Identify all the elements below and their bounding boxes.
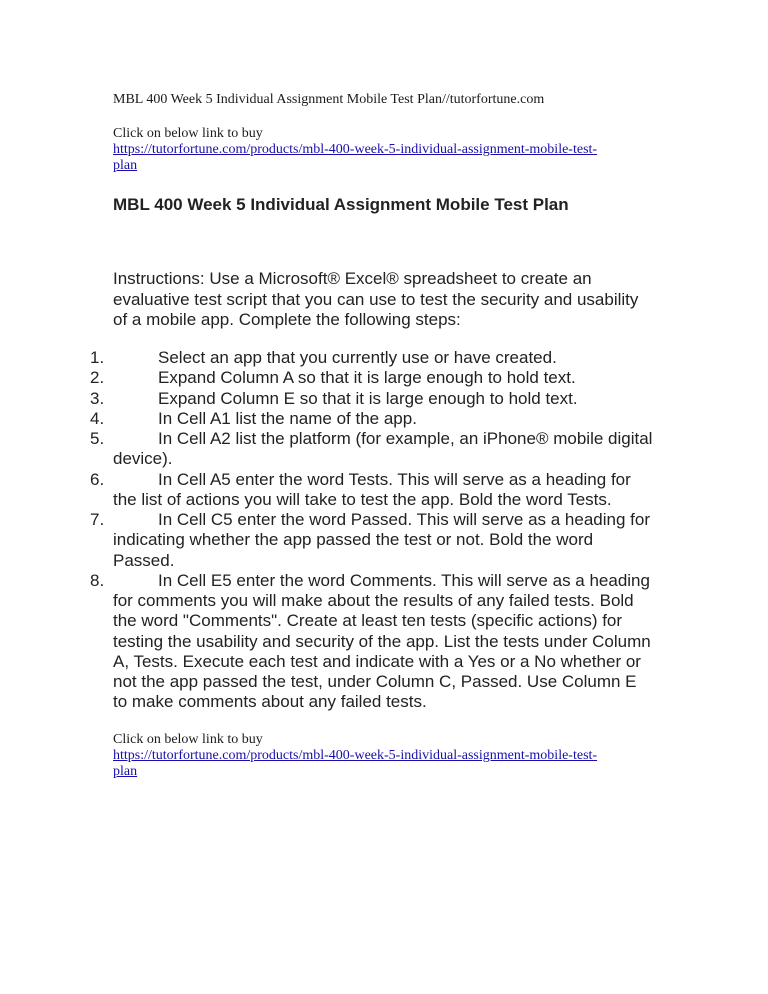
list-item-number: 2. <box>90 368 105 388</box>
instructions-paragraph <box>113 269 653 331</box>
list-item <box>0 348 653 368</box>
buy-link[interactable] <box>113 748 653 780</box>
list-item-number: 1. <box>90 348 105 367</box>
buy-link-section-bottom <box>113 732 653 780</box>
buy-label: Click on below link to buy <box>113 732 263 747</box>
list-item-text: In Cell A5 enter the word Tests. This will serve as a heading for the list of actions you will take to test the app. Bold the word Tests. <box>113 469 631 509</box>
list-item-number: 8. <box>90 570 105 590</box>
list-item-number: 5. <box>90 429 105 448</box>
list-item-number: 7. <box>90 510 105 529</box>
list-item <box>0 470 653 511</box>
list-item-text: Expand Column A so that it is large enough to hold text. <box>158 368 576 388</box>
buy-link-line2: plan <box>113 764 138 779</box>
list-item-text: In Cell E5 enter the word Comments. This will serve as a heading for comments you will make about the results of any failed tests. Bold the word "Comments". Create at least ten tests (specific actions) for testing the usability and security of the app. List the tests under Column A, Tests. Execute each test and indicate with a Yes or a No whether or not the app passed the test, under Column C, Passed. Use Column E to make comments about any failed tests. <box>113 570 651 712</box>
page-heading <box>113 195 653 215</box>
list-item-number: 3. <box>90 388 105 408</box>
instructions-text: Instructions: Use a Microsoft® Excel® spreadsheet to create an evaluative test script that you can use to test the security and usability of a mobile app. Complete the following steps: <box>113 269 639 329</box>
list-item <box>0 510 653 571</box>
list-item <box>0 368 653 388</box>
buy-link[interactable] <box>113 142 653 174</box>
buy-link-line1: https://tutorfortune.com/products/mbl-400-week-5-individual-assignment-mobile-test- <box>113 142 598 157</box>
buy-label: Click on below link to buy <box>113 126 263 141</box>
page-heading-text: MBL 400 Week 5 Individual Assignment Mobile Test Plan <box>113 195 569 214</box>
document-title <box>113 92 653 108</box>
list-item <box>0 429 653 470</box>
list-item <box>0 409 653 429</box>
list-item <box>0 389 653 409</box>
list-item <box>0 571 653 713</box>
buy-link-line1: https://tutorfortune.com/products/mbl-400-week-5-individual-assignment-mobile-test- <box>113 748 598 763</box>
buy-link-section-top <box>113 126 653 174</box>
list-item-text: Select an app that you currently use or have created. <box>158 348 557 367</box>
list-item-text: In Cell A2 list the platform (for example, an iPhone® mobile digital device). <box>113 429 653 469</box>
list-item-text: In Cell C5 enter the word Passed. This will serve as a heading for indicating whether the app passed the test or not. Bold the word Passed. <box>113 510 650 570</box>
list-item-number: 6. <box>90 469 105 489</box>
steps-list <box>0 348 768 713</box>
list-item-text: Expand Column E so that it is large enough to hold text. <box>158 388 578 408</box>
list-item-number: 4. <box>90 408 105 428</box>
list-item-text: In Cell A1 list the name of the app. <box>158 408 417 428</box>
document-title-text: MBL 400 Week 5 Individual Assignment Mobile Test Plan//tutorfortune.com <box>113 92 545 107</box>
buy-link-line2: plan <box>113 158 138 173</box>
